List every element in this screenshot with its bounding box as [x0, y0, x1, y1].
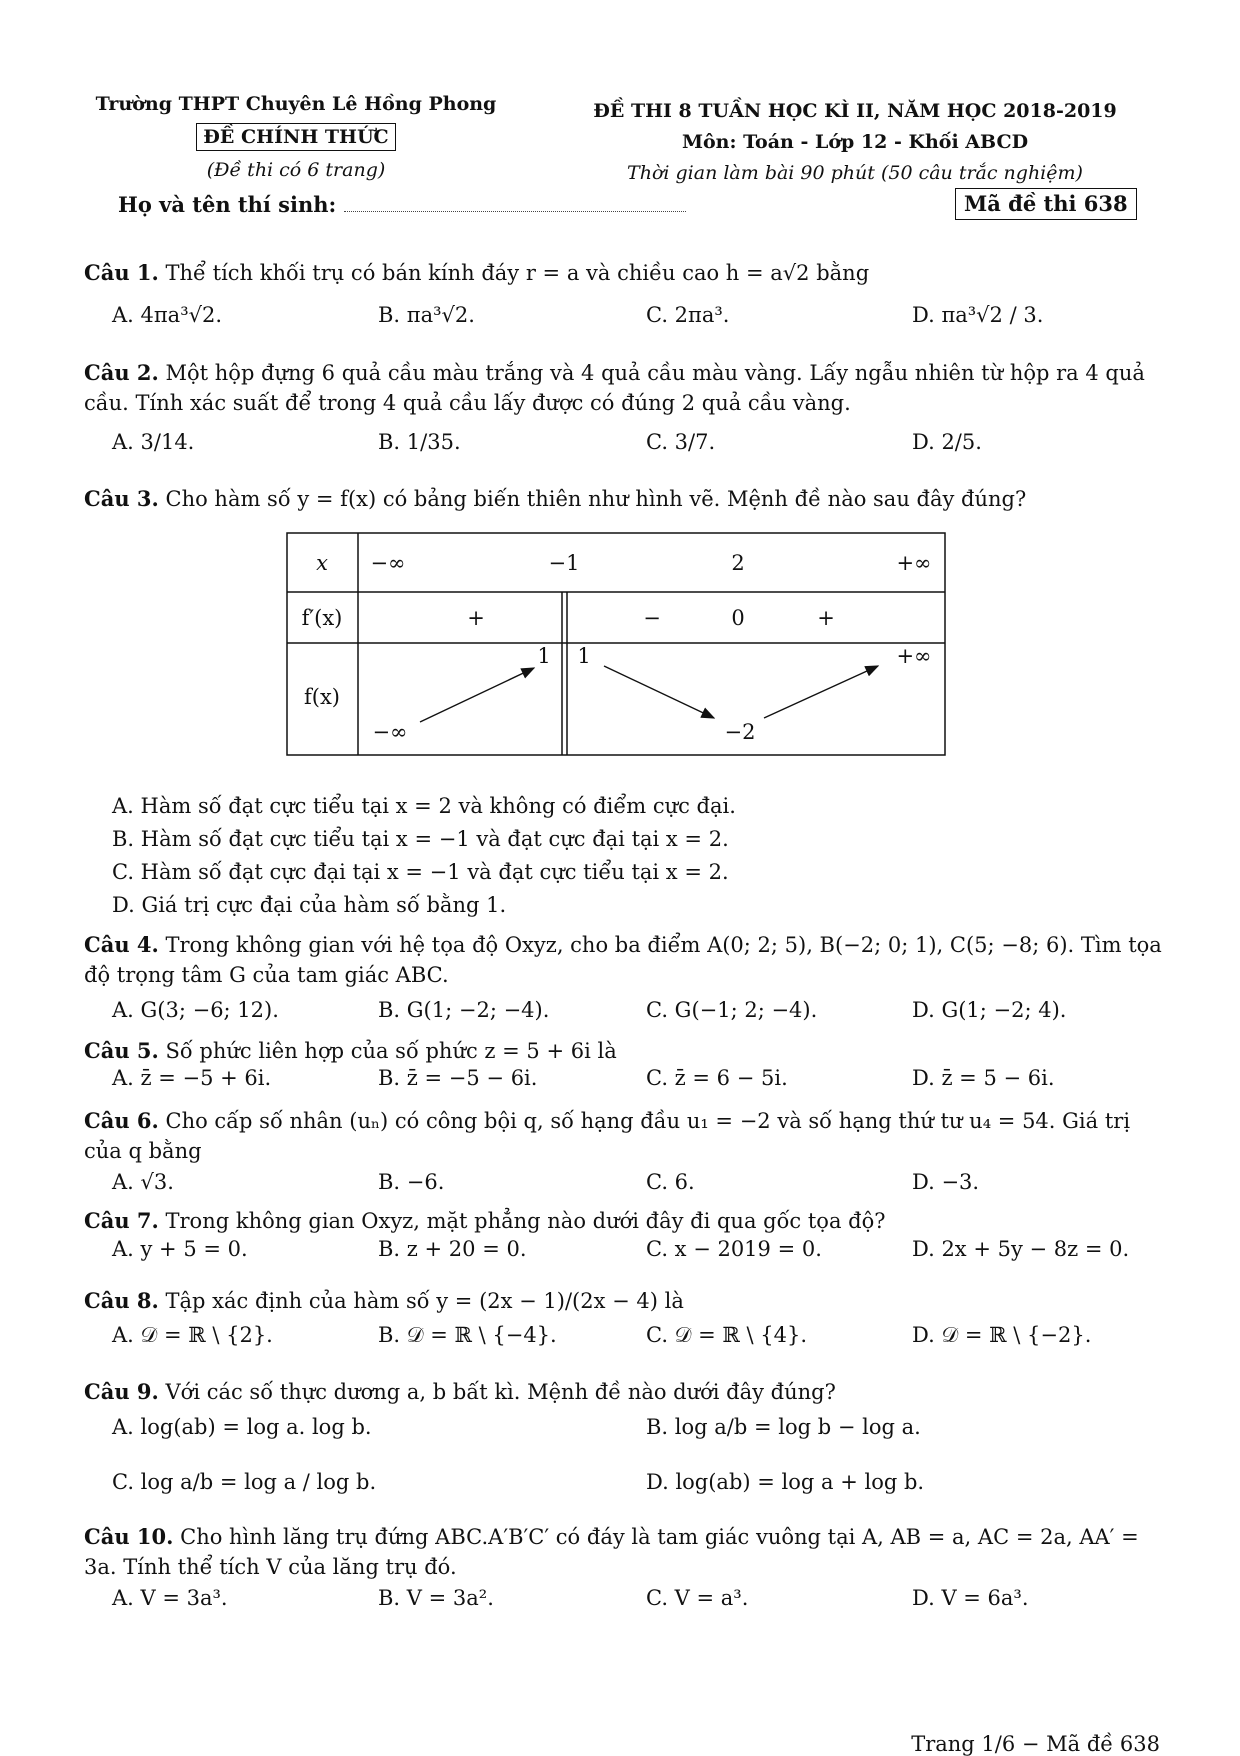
f-value: 1: [577, 644, 591, 668]
header-right: [560, 96, 1150, 189]
option-c: C. 𝒟 = ℝ \ {4}.: [646, 1323, 808, 1347]
option-c: C. z̄ = 6 − 5i.: [646, 1066, 788, 1090]
option-a: A. log(ab) = log a. log b.: [112, 1415, 372, 1439]
question-10: [84, 1522, 1164, 1582]
option-a: A. 4πa³√2.: [112, 303, 223, 327]
question-text: Một hộp đựng 6 quả cầu màu trắng và 4 quả cầu màu vàng. Lấy ngẫu nhiên từ hộp ra 4 quả cầu. Tính xác suất để trong 4 quả cầu lấy được có đúng 2 quả cầu vàng.: [84, 361, 1145, 415]
question-text: Số phức liên hợp của số phức z = 5 + 6i là: [165, 1039, 617, 1063]
option-b: B. V = 3a².: [378, 1586, 494, 1610]
question-label: Câu 3.: [84, 486, 159, 511]
question-6: [84, 1106, 1164, 1166]
derivative-sign: 0: [731, 606, 745, 630]
f-value: −∞: [372, 720, 408, 744]
f-value: +∞: [896, 644, 932, 668]
option-d: D. 𝒟 = ℝ \ {−2}.: [912, 1323, 1092, 1347]
question-label: Câu 7.: [84, 1208, 159, 1233]
x-value: 2: [731, 551, 745, 575]
question-text: Cho hình lăng trụ đứng ABC.A′B′C′ có đáy là tam giác vuông tại A, AB = a, AC = 2a, AA′ = 3a. Tính thể tích V của lăng trụ đó.: [84, 1525, 1139, 1579]
question-7: [84, 1206, 1164, 1236]
question-label: Câu 5.: [84, 1038, 159, 1063]
name-label: Họ và tên thí sinh:: [118, 192, 337, 217]
option-a: A. Hàm số đạt cực tiểu tại x = 2 và không có điểm cực đại.: [112, 794, 736, 818]
question-label: Câu 2.: [84, 360, 159, 385]
question-text: Thể tích khối trụ có bán kính đáy r = a và chiều cao h = a√2 bằng: [165, 261, 870, 285]
option-b: B. −6.: [378, 1170, 445, 1194]
question-label: Câu 4.: [84, 932, 159, 957]
question-2: [84, 358, 1164, 418]
f-value: 1: [537, 644, 551, 668]
exam-title: ĐỀ THI 8 TUẦN HỌC KÌ II, NĂM HỌC 2018-2019: [593, 100, 1117, 122]
increase-arrow: [764, 666, 878, 718]
row-label-derivative: f′(x): [301, 606, 343, 630]
option-d: D. z̄ = 5 − 6i.: [912, 1066, 1055, 1090]
candidate-name-row: [118, 192, 686, 217]
option-c: C. x − 2019 = 0.: [646, 1237, 822, 1261]
question-text: Tập xác định của hàm số y = (2x − 1)/(2x − 4) là: [165, 1289, 684, 1313]
exam-code-box: Mã đề thi 638: [955, 188, 1137, 220]
header-left: [86, 88, 506, 187]
option-a: A. V = 3a³.: [112, 1586, 228, 1610]
official-badge: ĐỀ CHÍNH THỨC: [196, 123, 395, 151]
option-d: D. G(1; −2; 4).: [912, 998, 1067, 1022]
question-1: [84, 258, 1164, 288]
option-c: C. V = a³.: [646, 1586, 749, 1610]
pages-note: (Đề thi có 6 trang): [206, 159, 386, 181]
question-text: Trong không gian với hệ tọa độ Oxyz, cho ba điểm A(0; 2; 5), B(−2; 0; 1), C(5; −8; 6). Tìm tọa độ trọng tâm G của tam giác ABC.: [84, 933, 1162, 987]
question-8: [84, 1286, 1164, 1316]
question-label: Câu 10.: [84, 1524, 174, 1549]
question-text: Cho cấp số nhân (uₙ) có công bội q, số hạng đầu u₁ = −2 và số hạng thứ tư u₄ = 54. Giá trị của q bằng: [84, 1109, 1131, 1163]
option-d: D. 2x + 5y − 8z = 0.: [912, 1237, 1130, 1261]
option-d: D. πa³√2 / 3.: [912, 303, 1044, 327]
question-9: [84, 1377, 1164, 1407]
option-a: A. G(3; −6; 12).: [112, 998, 279, 1022]
derivative-sign: +: [817, 606, 835, 630]
variation-table: [286, 532, 946, 757]
x-value: +∞: [896, 551, 932, 575]
option-a: A. z̄ = −5 + 6i.: [112, 1066, 272, 1090]
school-name: Trường THPT Chuyên Lê Hồng Phong: [95, 93, 497, 115]
question-label: Câu 1.: [84, 260, 159, 285]
option-d: D. Giá trị cực đại của hàm số bằng 1.: [112, 893, 507, 917]
option-c: C. G(−1; 2; −4).: [646, 998, 818, 1022]
x-value: −1: [548, 551, 580, 575]
option-b: B. Hàm số đạt cực tiểu tại x = −1 và đạt cực đại tại x = 2.: [112, 827, 729, 851]
option-d: D. 2/5.: [912, 430, 982, 454]
option-a: A. √3.: [112, 1170, 174, 1194]
option-a: A. 𝒟 = ℝ \ {2}.: [112, 1323, 273, 1347]
option-c: C. log a/b = log a / log b.: [112, 1470, 377, 1494]
question-3: [84, 484, 1164, 514]
option-d: D. V = 6a³.: [912, 1586, 1029, 1610]
option-d: D. log(ab) = log a + log b.: [646, 1470, 925, 1494]
option-a: A. y + 5 = 0.: [112, 1237, 248, 1261]
duration-line: Thời gian làm bài 90 phút (50 câu trắc nghiệm): [627, 162, 1083, 184]
question-label: Câu 6.: [84, 1108, 159, 1133]
option-c: C. 3/7.: [646, 430, 716, 454]
derivative-sign: −: [643, 606, 661, 630]
question-label: Câu 8.: [84, 1288, 159, 1313]
f-value: −2: [724, 720, 756, 744]
name-dotted-line: [344, 197, 686, 212]
question-text: Với các số thực dương a, b bất kì. Mệnh đề nào dưới đây đúng?: [165, 1380, 836, 1404]
question-text: Trong không gian Oxyz, mặt phẳng nào dưới đây đi qua gốc tọa độ?: [165, 1209, 886, 1233]
option-b: B. 1/35.: [378, 430, 461, 454]
option-d: D. −3.: [912, 1170, 980, 1194]
question-label: Câu 9.: [84, 1379, 159, 1404]
derivative-sign: +: [467, 606, 485, 630]
option-b: B. πa³√2.: [378, 303, 475, 327]
option-a: A. 3/14.: [112, 430, 195, 454]
option-c: C. 6.: [646, 1170, 695, 1194]
page-footer: Trang 1/6 − Mã đề 638: [911, 1732, 1160, 1756]
decrease-arrow: [604, 666, 714, 718]
option-b: B. G(1; −2; −4).: [378, 998, 550, 1022]
option-b: B. 𝒟 = ℝ \ {−4}.: [378, 1323, 557, 1347]
option-b: B. z + 20 = 0.: [378, 1237, 527, 1261]
option-c: C. Hàm số đạt cực đại tại x = −1 và đạt cực tiểu tại x = 2.: [112, 860, 729, 884]
increase-arrow: [420, 668, 534, 722]
question-text: Cho hàm số y = f(x) có bảng biến thiên như hình vẽ. Mệnh đề nào sau đây đúng?: [165, 487, 1027, 511]
question-5: [84, 1036, 1164, 1066]
option-b: B. z̄ = −5 − 6i.: [378, 1066, 538, 1090]
subject-line: Môn: Toán - Lớp 12 - Khối ABCD: [681, 131, 1029, 153]
option-b: B. log a/b = log b − log a.: [646, 1415, 921, 1439]
row-label-x: x: [316, 551, 328, 575]
row-label-function: f(x): [303, 685, 341, 709]
option-c: C. 2πa³.: [646, 303, 730, 327]
x-value: −∞: [370, 551, 406, 575]
question-4: [84, 930, 1164, 990]
